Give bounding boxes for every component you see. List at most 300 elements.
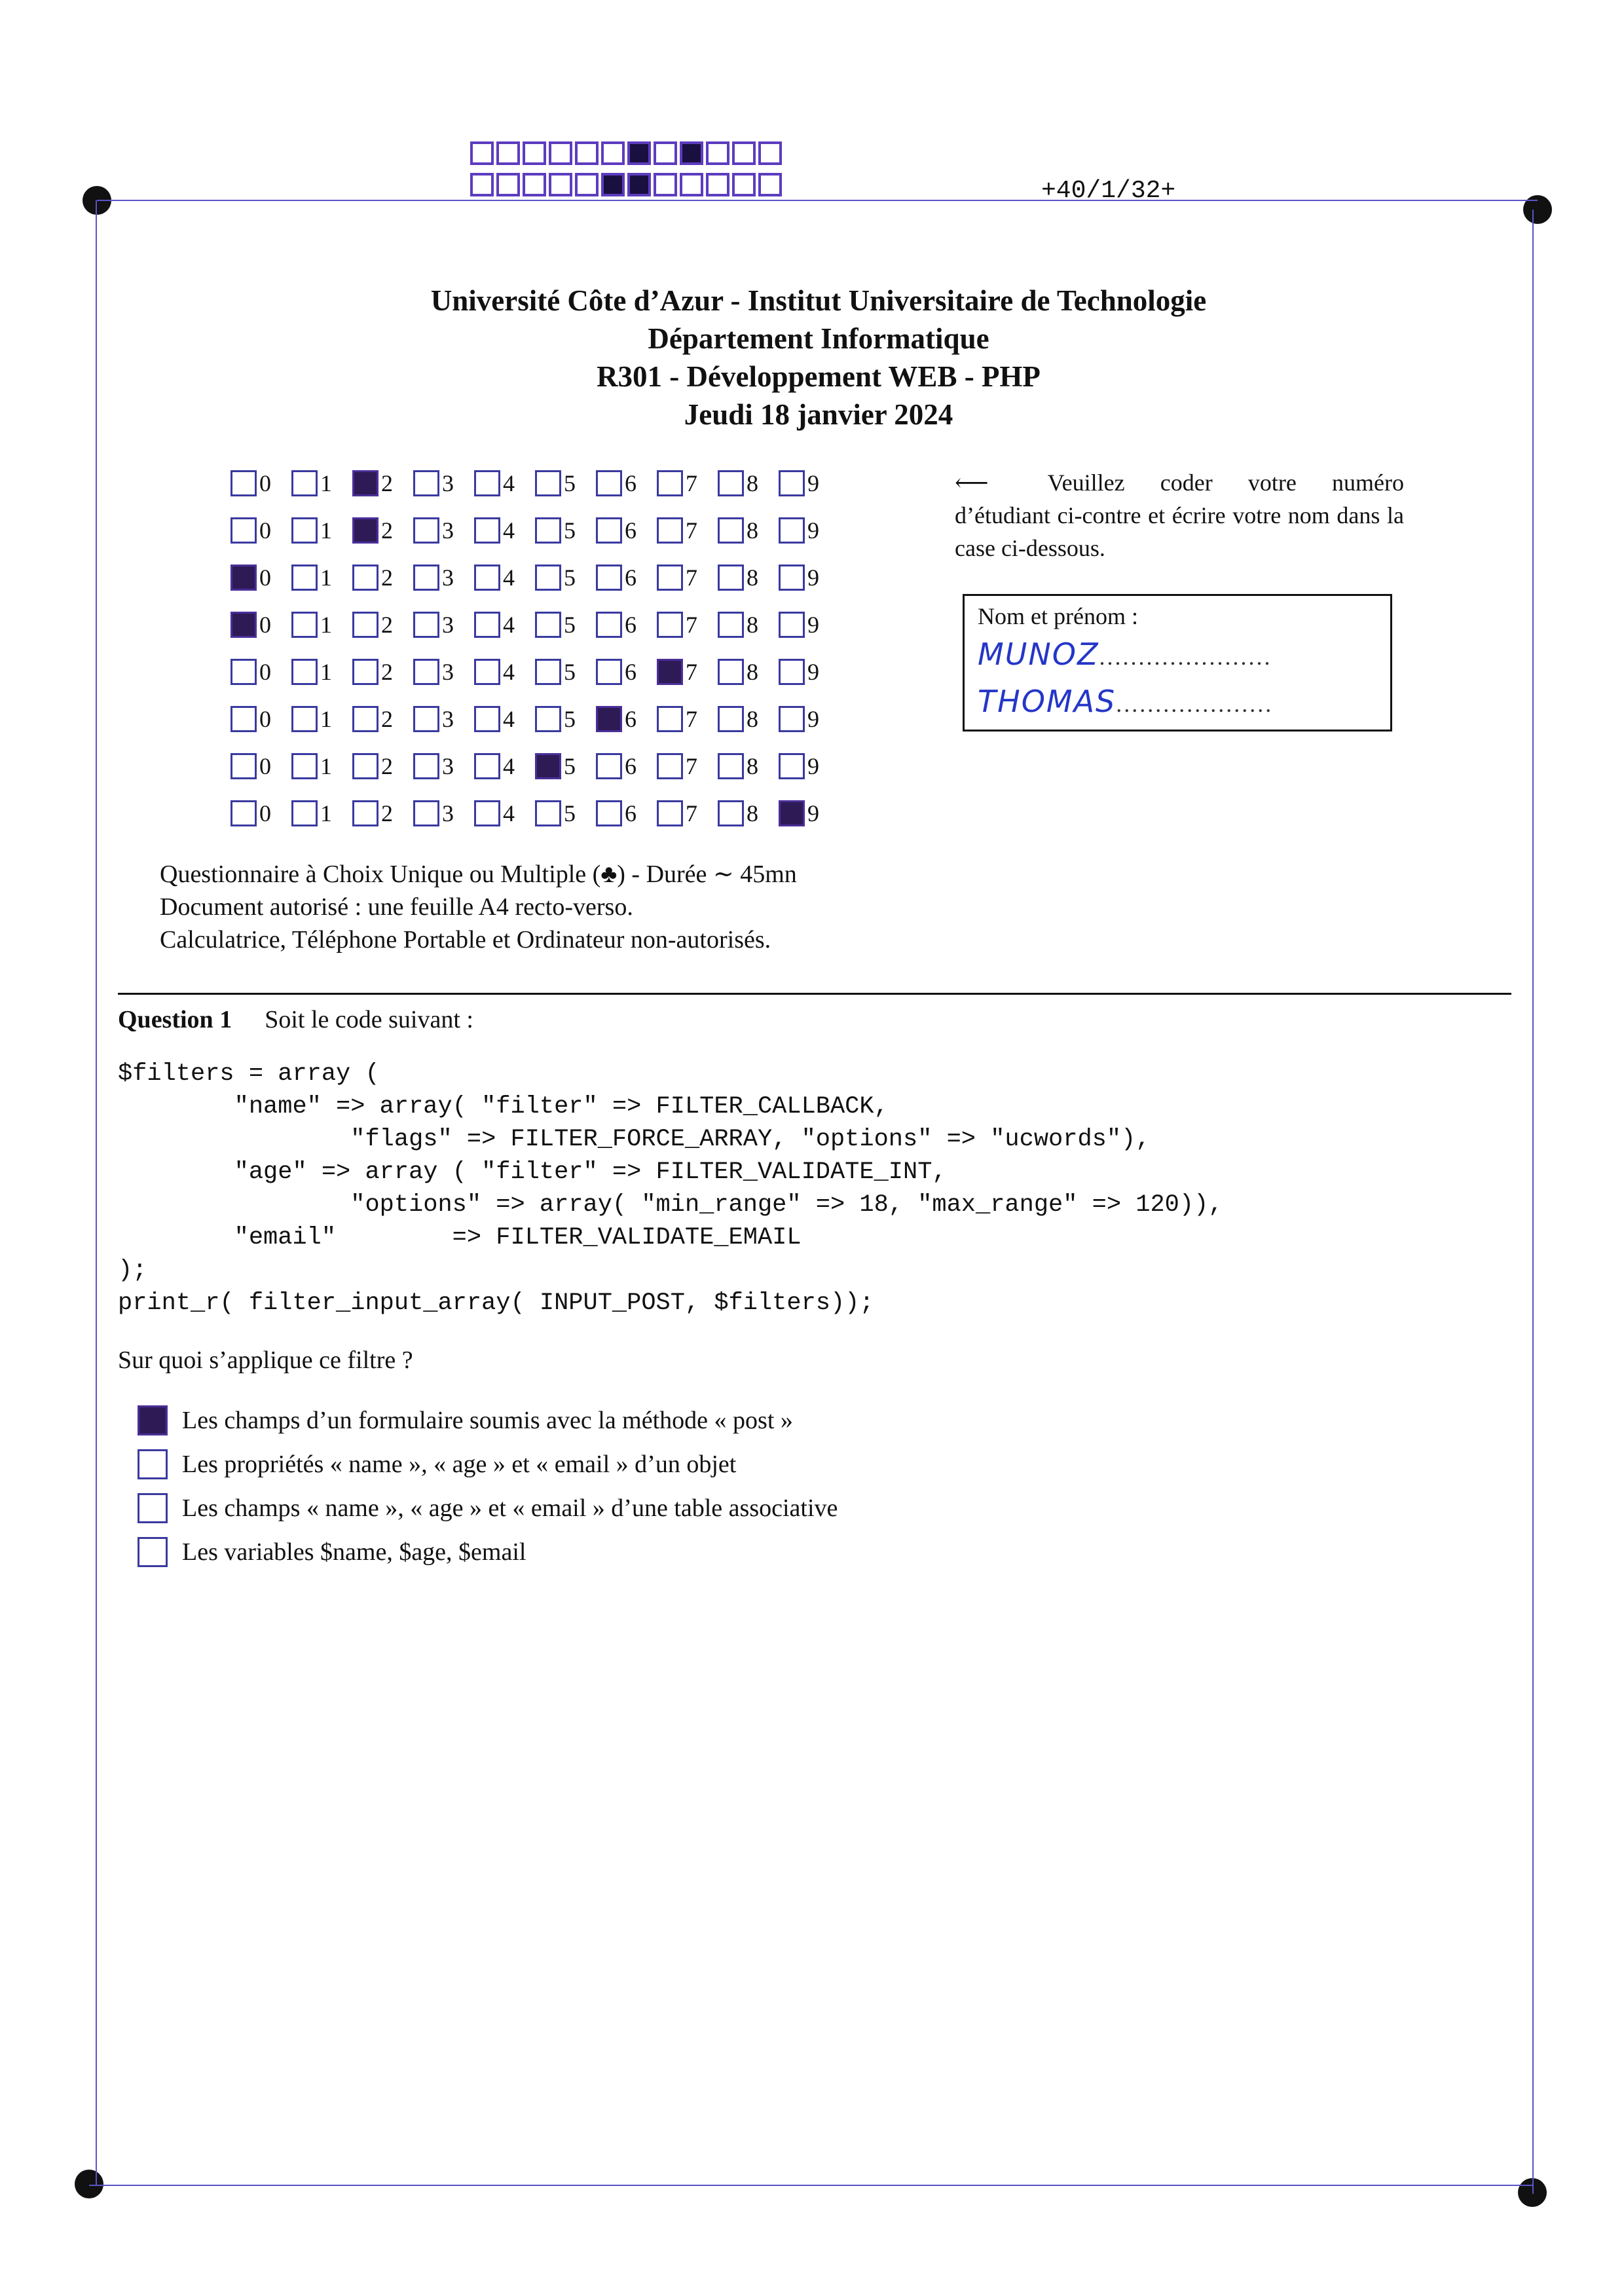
id-digit-cell [474,705,535,733]
id-digit-cell [718,470,779,497]
digit-checkbox[interactable] [535,517,561,544]
barcode-cell [654,141,677,165]
id-digit-cell [596,658,657,686]
id-digit-cell [718,658,779,686]
digit-checkbox[interactable] [352,565,378,591]
digit-label: 1 [320,612,332,638]
digit-checkbox[interactable] [413,659,439,685]
id-digit-cell [413,752,474,780]
barcode-cell [549,141,572,165]
digit-checkbox[interactable] [657,659,683,685]
digit-label: 3 [442,753,454,779]
answer-option[interactable] [138,1398,838,1442]
digit-checkbox[interactable] [352,517,378,544]
barcode-cell [680,141,703,165]
id-digit-cell [718,517,779,544]
name-box[interactable] [963,594,1392,731]
digit-label: 3 [442,659,454,685]
digit-label: 7 [686,800,697,826]
id-digit-cell [352,470,413,497]
digit-checkbox[interactable] [291,612,318,638]
answer-option[interactable] [138,1442,838,1486]
id-digit-cell [779,517,840,544]
note-devices: Calculatrice, Téléphone Portable et Ordinateur non-autorisés. [160,926,771,954]
digit-label: 7 [686,706,697,732]
digit-checkbox[interactable] [535,753,561,779]
digit-label: 6 [625,800,637,826]
id-digit-cell [291,658,352,686]
dotted-line-2: .................... [1116,691,1274,717]
answer-checkbox[interactable] [138,1405,168,1435]
id-digit-cell [413,705,474,733]
id-digit-row [231,790,840,837]
barcode-cell [732,173,756,196]
id-digit-row [231,507,840,554]
id-digit-cell [352,800,413,827]
barcode-cell [654,173,677,196]
id-digit-cell [352,517,413,544]
digit-checkbox[interactable] [718,753,744,779]
id-digit-cell [779,800,840,827]
id-digit-cell [535,800,596,827]
id-digit-cell [596,800,657,827]
digit-label: 0 [259,565,271,591]
digit-label: 8 [747,612,758,638]
digit-checkbox[interactable] [779,565,805,591]
digit-label: 4 [503,565,515,591]
digit-checkbox[interactable] [474,612,500,638]
answer-label: Les champs « name », « age » et « email » d’une table associative [182,1494,838,1522]
barcode-cell [523,141,546,165]
digit-label: 7 [686,659,697,685]
id-digit-cell [779,611,840,639]
id-digit-cell [474,564,535,591]
digit-checkbox[interactable] [291,565,318,591]
id-digit-cell [596,470,657,497]
digit-label: 6 [625,517,637,544]
digit-label: 0 [259,753,271,779]
digit-label: 8 [747,565,758,591]
answer-checkbox[interactable] [138,1537,168,1567]
answer-label: Les propriétés « name », « age » et « email » d’un objet [182,1450,737,1478]
digit-checkbox[interactable] [657,565,683,591]
id-digit-cell [474,752,535,780]
digit-checkbox[interactable] [718,706,744,732]
id-digit-cell [535,470,596,497]
digit-checkbox[interactable] [291,470,318,496]
digit-label: 3 [442,565,454,591]
digit-checkbox[interactable] [231,612,257,638]
digit-checkbox[interactable] [231,517,257,544]
digit-label: 5 [564,517,576,544]
digit-checkbox[interactable] [718,659,744,685]
digit-label: 2 [381,706,393,732]
digit-label: 9 [807,753,819,779]
digit-checkbox[interactable] [596,753,622,779]
digit-checkbox[interactable] [596,800,622,826]
digit-label: 7 [686,470,697,496]
id-digit-cell [413,658,474,686]
digit-checkbox[interactable] [779,800,805,826]
id-digit-cell [413,470,474,497]
digit-label: 7 [686,753,697,779]
digit-checkbox[interactable] [291,659,318,685]
answer-label: Les champs d’un formulaire soumis avec la méthode « post » [182,1406,793,1434]
digit-checkbox[interactable] [718,470,744,496]
digit-checkbox[interactable] [596,659,622,685]
id-digit-cell [231,470,291,497]
digit-label: 4 [503,659,515,685]
digit-checkbox[interactable] [231,470,257,496]
digit-checkbox[interactable] [291,706,318,732]
digit-checkbox[interactable] [779,659,805,685]
id-digit-cell [474,611,535,639]
name-line-2 [978,684,1273,719]
id-digit-cell [413,611,474,639]
digit-label: 2 [381,517,393,544]
digit-checkbox[interactable] [413,753,439,779]
digit-checkbox[interactable] [779,470,805,496]
digit-checkbox[interactable] [657,753,683,779]
digit-label: 6 [625,470,637,496]
id-digit-cell [291,517,352,544]
digit-label: 0 [259,800,271,826]
digit-label: 8 [747,753,758,779]
id-digit-row [231,648,840,695]
digit-checkbox[interactable] [231,706,257,732]
id-digit-row [231,554,840,601]
id-digit-cell [474,517,535,544]
exam-notes [160,858,797,956]
id-digit-cell [474,470,535,497]
digit-checkbox[interactable] [231,753,257,779]
digit-label: 5 [564,612,576,638]
digit-checkbox[interactable] [657,517,683,544]
id-digit-cell [352,705,413,733]
digit-label: 5 [564,470,576,496]
frame-left [96,200,97,2185]
digit-checkbox[interactable] [474,470,500,496]
digit-label: 1 [320,565,332,591]
digit-checkbox[interactable] [718,800,744,826]
digit-checkbox[interactable] [535,659,561,685]
barcode-cell [758,173,782,196]
digit-label: 5 [564,800,576,826]
answer-checkbox[interactable] [138,1449,168,1479]
name-line-1 [978,637,1272,672]
barcode-cell [470,173,494,196]
frame-top [97,200,1538,201]
id-digit-cell [535,658,596,686]
note-format: Questionnaire à Choix Unique ou Multiple (♣) - Durée ∼ 45mn [160,861,797,888]
digit-checkbox[interactable] [718,565,744,591]
id-digit-cell [231,800,291,827]
digit-label: 3 [442,517,454,544]
id-digit-cell [291,752,352,780]
digit-checkbox[interactable] [718,612,744,638]
barcode-cell [680,173,703,196]
digit-label: 8 [747,800,758,826]
barcode-cell [706,141,729,165]
digit-label: 3 [442,470,454,496]
digit-checkbox[interactable] [231,565,257,591]
digit-checkbox[interactable] [535,565,561,591]
digit-label: 9 [807,565,819,591]
digit-label: 6 [625,659,637,685]
digit-checkbox[interactable] [352,753,378,779]
id-digit-cell [231,517,291,544]
digit-checkbox[interactable] [413,612,439,638]
code-block: $filters = array ( "name" => array( "filter" => FILTER_CALLBACK, "flags" => FILTER_FORCE_ARRAY, "options" => "ucwords"), "age" => array ( "filter" => FILTER_VALIDATE_INT, "options" => array( "min_range" => 18, "max_range" => 120)), "email" => FILTER_VALIDATE_EMAIL ); print_r( filter_input_array( INPUT_POST, $filters)); [118,1060,1223,1317]
digit-label: 0 [259,470,271,496]
id-digit-cell [535,611,596,639]
frame-bottom [89,2185,1532,2186]
digit-checkbox[interactable] [596,517,622,544]
barcode-cell [627,141,651,165]
id-digit-cell [231,752,291,780]
digit-checkbox[interactable] [474,706,500,732]
digit-label: 7 [686,517,697,544]
digit-label: 7 [686,565,697,591]
id-digit-cell [657,800,718,827]
id-digit-cell [718,564,779,591]
barcode-cell [549,173,572,196]
digit-checkbox[interactable] [535,800,561,826]
id-digit-cell [657,564,718,591]
id-digit-cell [535,517,596,544]
id-digit-row [231,601,840,648]
digit-checkbox[interactable] [535,612,561,638]
digit-checkbox[interactable] [474,659,500,685]
barcode-cell [496,173,520,196]
digit-checkbox[interactable] [352,706,378,732]
digit-label: 9 [807,800,819,826]
id-digit-cell [596,611,657,639]
digit-checkbox[interactable] [231,800,257,826]
question-prompt: Sur quoi s’applique ce filtre ? [118,1346,413,1374]
course-title: R301 - Développement WEB - PHP [597,360,1041,393]
id-digit-cell [474,658,535,686]
digit-label: 4 [503,706,515,732]
digit-label: 1 [320,659,332,685]
answer-option[interactable] [138,1486,838,1530]
id-digit-cell [779,658,840,686]
answer-checkbox[interactable] [138,1493,168,1523]
id-digit-cell [657,658,718,686]
id-digit-cell [657,611,718,639]
barcode-cell [627,173,651,196]
instructions [955,466,1404,565]
digit-label: 5 [564,565,576,591]
barcode-cell [758,141,782,165]
barcode-cell [470,141,494,165]
left-arrow-icon: ⟵ [955,470,989,496]
digit-label: 1 [320,753,332,779]
question-title [118,1005,473,1034]
digit-checkbox[interactable] [779,753,805,779]
digit-label: 7 [686,612,697,638]
digit-label: 8 [747,659,758,685]
digit-checkbox[interactable] [657,800,683,826]
digit-checkbox[interactable] [535,706,561,732]
digit-checkbox[interactable] [657,706,683,732]
digit-checkbox[interactable] [413,517,439,544]
digit-checkbox[interactable] [291,753,318,779]
digit-checkbox[interactable] [474,753,500,779]
digit-checkbox[interactable] [352,470,378,496]
digit-label: 8 [747,470,758,496]
digit-checkbox[interactable] [535,470,561,496]
id-digit-cell [535,705,596,733]
id-digit-cell [231,564,291,591]
digit-label: 9 [807,470,819,496]
digit-checkbox[interactable] [718,517,744,544]
digit-label: 2 [381,753,393,779]
id-digit-row [231,695,840,743]
barcode-cell [706,173,729,196]
question-intro: Soit le code suivant : [265,1006,473,1033]
digit-label: 9 [807,659,819,685]
page-barcode-row-2 [470,173,784,196]
digit-checkbox[interactable] [291,517,318,544]
digit-label: 3 [442,706,454,732]
id-digit-cell [596,705,657,733]
handwritten-first-name: THOMAS [978,684,1116,719]
digit-checkbox[interactable] [474,565,500,591]
frame-right [1532,210,1534,2194]
id-digit-cell [596,752,657,780]
id-digit-cell [596,564,657,591]
digit-checkbox[interactable] [779,612,805,638]
answer-option[interactable] [138,1530,838,1574]
digit-label: 9 [807,517,819,544]
digit-label: 2 [381,565,393,591]
digit-checkbox[interactable] [779,517,805,544]
answer-list [138,1398,838,1574]
id-digit-cell [231,705,291,733]
digit-label: 5 [564,753,576,779]
divider [118,993,1511,995]
id-digit-cell [352,752,413,780]
id-digit-cell [291,705,352,733]
id-digit-cell [779,564,840,591]
id-digit-cell [413,564,474,591]
id-digit-cell [291,470,352,497]
digit-checkbox[interactable] [657,470,683,496]
digit-label: 4 [503,753,515,779]
id-digit-cell [352,611,413,639]
digit-label: 2 [381,612,393,638]
id-digit-cell [291,800,352,827]
digit-checkbox[interactable] [596,470,622,496]
id-digit-cell [718,705,779,733]
corner-mark-bottom-left [75,2170,103,2198]
barcode-cell [601,173,625,196]
id-digit-cell [535,752,596,780]
digit-checkbox[interactable] [413,706,439,732]
digit-label: 8 [747,517,758,544]
digit-label: 3 [442,612,454,638]
digit-label: 8 [747,706,758,732]
id-digit-cell [657,517,718,544]
digit-label: 6 [625,706,637,732]
digit-checkbox[interactable] [474,800,500,826]
barcode-cell [732,141,756,165]
digit-checkbox[interactable] [413,470,439,496]
exam-date: Jeudi 18 janvier 2024 [684,398,953,431]
digit-checkbox[interactable] [352,800,378,826]
digit-checkbox[interactable] [596,565,622,591]
digit-label: 4 [503,517,515,544]
instructions-text: Veuillez coder votre numéro d’étudiant ci-contre et écrire votre nom dans la case ci-dessous. [955,470,1404,561]
barcode-cell [601,141,625,165]
id-digit-cell [779,705,840,733]
digit-checkbox[interactable] [291,800,318,826]
digit-label: 1 [320,706,332,732]
question-number: Question 1 [118,1006,232,1033]
id-digit-cell [779,470,840,497]
digit-label: 4 [503,612,515,638]
digit-checkbox[interactable] [352,612,378,638]
page-barcode-row-1 [470,141,784,165]
id-digit-cell [535,564,596,591]
digit-label: 4 [503,800,515,826]
digit-label: 2 [381,800,393,826]
digit-checkbox[interactable] [657,612,683,638]
student-id-grid [231,460,840,837]
digit-label: 5 [564,659,576,685]
id-digit-cell [596,517,657,544]
barcode-cell [575,173,599,196]
digit-label: 0 [259,706,271,732]
exam-header [131,282,1506,434]
digit-label: 0 [259,659,271,685]
digit-label: 1 [320,517,332,544]
digit-label: 9 [807,612,819,638]
barcode-cell [575,141,599,165]
barcode-cell [496,141,520,165]
barcode-cell [523,173,546,196]
id-digit-cell [657,470,718,497]
digit-label: 3 [442,800,454,826]
answer-label: Les variables $name, $age, $email [182,1538,526,1566]
digit-label: 5 [564,706,576,732]
id-digit-cell [231,611,291,639]
id-digit-row [231,743,840,790]
id-digit-cell [718,752,779,780]
id-digit-cell [657,752,718,780]
id-digit-cell [291,564,352,591]
id-digit-cell [718,611,779,639]
digit-label: 6 [625,565,637,591]
digit-checkbox[interactable] [474,517,500,544]
digit-checkbox[interactable] [413,565,439,591]
id-digit-cell [413,517,474,544]
handwritten-last-name: MUNOZ [978,637,1099,672]
digit-label: 6 [625,612,637,638]
digit-checkbox[interactable] [596,706,622,732]
digit-checkbox[interactable] [779,706,805,732]
digit-label: 2 [381,659,393,685]
digit-checkbox[interactable] [596,612,622,638]
digit-checkbox[interactable] [413,800,439,826]
id-digit-cell [657,705,718,733]
note-document: Document autorisé : une feuille A4 recto-verso. [160,893,633,921]
digit-label: 1 [320,800,332,826]
digit-checkbox[interactable] [352,659,378,685]
digit-label: 4 [503,470,515,496]
digit-checkbox[interactable] [231,659,257,685]
